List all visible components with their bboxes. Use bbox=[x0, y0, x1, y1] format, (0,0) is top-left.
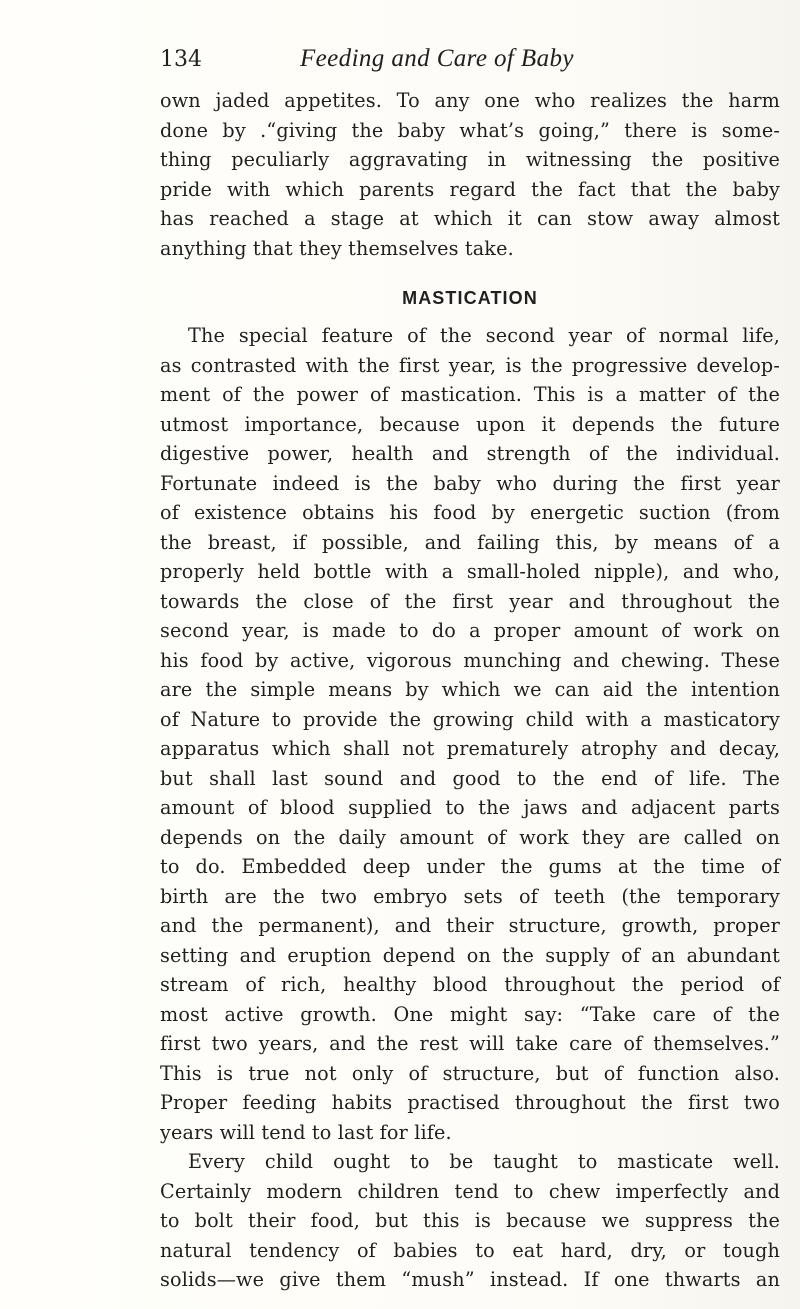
text-line: as contrasted with the first year, is the progressive develop- bbox=[160, 353, 780, 377]
text-line: This is true not only of structure, but of function also. bbox=[160, 1061, 780, 1085]
running-title: Feeding and Care of Baby bbox=[300, 45, 574, 72]
text-line: second year, is made to do a proper amount of work on bbox=[160, 619, 780, 642]
text-line: most active growth. One might say: “Take care of the bbox=[160, 1002, 780, 1026]
text-line: Certainly modern children tend to chew imperfectly and bbox=[160, 1179, 780, 1203]
text-line: stream of rich, healthy blood throughout the period of bbox=[160, 973, 780, 996]
body-text bbox=[160, 86, 780, 1295]
paragraph-appetites bbox=[160, 86, 780, 263]
text-line: of Nature to provide the growing child with a masticatory bbox=[160, 707, 780, 731]
text-line: are the simple means by which we can aid the intention bbox=[160, 678, 780, 701]
text-line: Proper feeding habits practised throughout the first two bbox=[160, 1091, 780, 1114]
text-line: solids—we give them “mush” instead. If one thwarts an bbox=[160, 1268, 780, 1291]
running-head bbox=[160, 45, 630, 79]
text-line: Every child ought to be taught to masticate well. bbox=[188, 1150, 780, 1173]
text-line: thing peculiarly aggravating in witnessing the positive bbox=[160, 148, 780, 171]
text-line: to do. Embedded deep under the gums at the time of bbox=[160, 855, 780, 878]
text-line: has reached a stage at which it can stow away almost bbox=[160, 207, 780, 230]
text-line: ment of the power of mastication. This is a matter of the bbox=[160, 383, 780, 406]
text-line: done by .“giving the baby what’s going,” there is some- bbox=[160, 118, 780, 142]
text-line: and the permanent), and their structure, growth, proper bbox=[160, 914, 780, 937]
text-line: digestive power, health and strength of the individual. bbox=[160, 442, 780, 465]
text-line: The special feature of the second year of normal life, bbox=[188, 324, 780, 347]
section-heading: MASTICATION bbox=[402, 288, 538, 308]
text-line: to bolt their food, but this is because we suppress the bbox=[160, 1209, 780, 1232]
text-line: depends on the daily amount of work they are called on bbox=[160, 825, 780, 849]
text-line: towards the close of the first year and throughout the bbox=[160, 589, 780, 613]
text-line: own jaded appetites. To any one who realizes the harm bbox=[160, 89, 780, 112]
text-line: but shall last sound and good to the end of life. The bbox=[160, 766, 780, 790]
text-line: first two years, and the rest will take care of themselves.” bbox=[160, 1032, 780, 1055]
text-line: natural tendency of babies to eat hard, dry, or tough bbox=[160, 1238, 780, 1262]
text-line: the breast, if possible, and failing this, by means of a bbox=[160, 530, 780, 554]
paragraph-mastication bbox=[160, 321, 780, 1147]
text-line: anything that they themselves take. bbox=[160, 236, 514, 260]
text-line: properly held bottle with a small-holed nipple), and who, bbox=[160, 560, 780, 583]
page-number: 134 bbox=[160, 47, 202, 72]
text-line: birth are the two embryo sets of teeth (the temporary bbox=[160, 884, 780, 908]
text-line: pride with which parents regard the fact that the baby bbox=[160, 177, 780, 201]
text-line: utmost importance, because upon it depends the future bbox=[160, 412, 780, 436]
text-line: setting and eruption depend on the supply of an abundant bbox=[160, 943, 780, 967]
paragraph-mastication-habits bbox=[160, 1147, 780, 1295]
text-line: years will tend to last for life. bbox=[160, 1120, 452, 1144]
text-line: amount of blood supplied to the jaws and adjacent parts bbox=[160, 796, 780, 819]
text-line: of existence obtains his food by energetic suction (from bbox=[160, 501, 780, 524]
text-line: Fortunate indeed is the baby who during the first year bbox=[160, 471, 780, 495]
text-line: his food by active, vigorous munching and chewing. These bbox=[160, 648, 780, 672]
text-line: apparatus which shall not prematurely atrophy and decay, bbox=[160, 737, 780, 760]
